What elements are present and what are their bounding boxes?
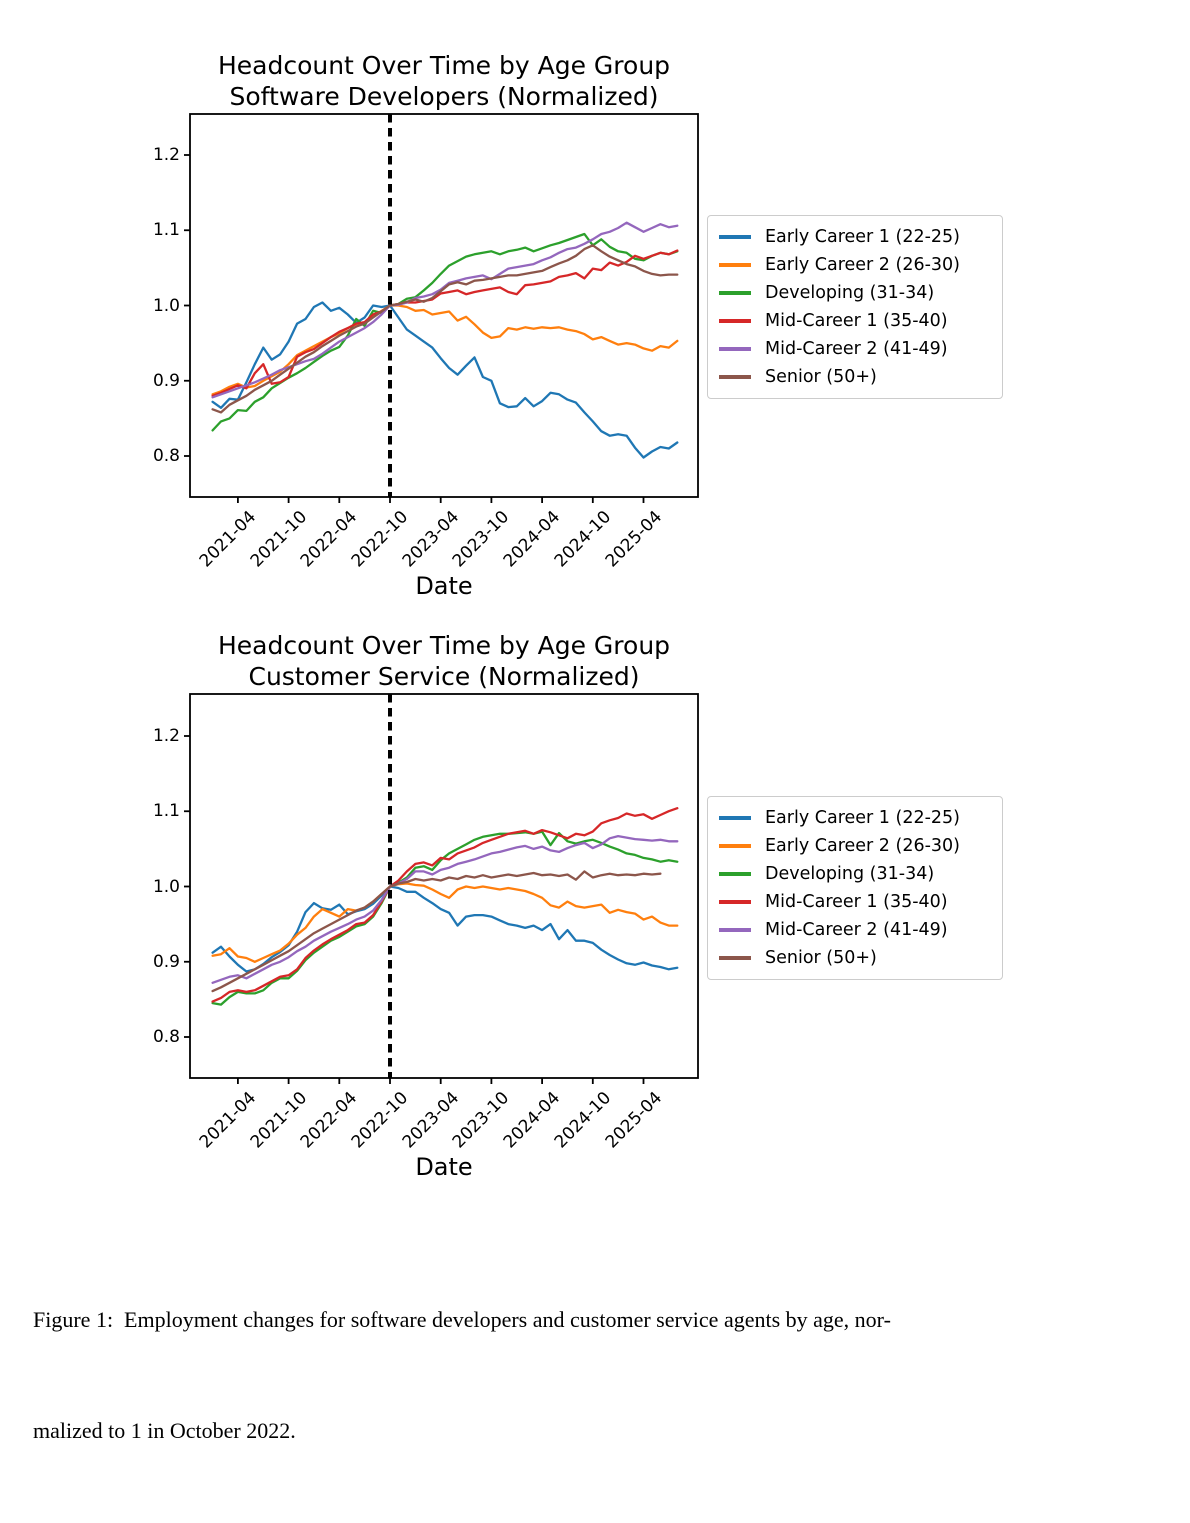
- legend-label: Developing (31-34): [765, 283, 935, 303]
- x-tick-label: 2022-04: [297, 1088, 362, 1153]
- figure-caption-line1: Figure 1: Employment changes for software developers and customer service agents by age, nor-: [33, 1307, 891, 1332]
- y-tick-label: 1.0: [152, 295, 180, 316]
- legend-item: [708, 916, 1002, 944]
- legend-line-swatch: [719, 347, 751, 350]
- figure-caption-line2: malized to 1 in October 2022.: [33, 1418, 296, 1443]
- x-axis-label-bottom: Date: [415, 1153, 473, 1181]
- legend-item: [708, 335, 1002, 363]
- legend-box-top: [707, 215, 1003, 399]
- legend-label: Mid-Career 2 (41-49): [765, 920, 948, 940]
- y-tick-label: 1.1: [152, 220, 180, 241]
- y-tick-label: 1.1: [152, 801, 180, 822]
- legend-line-swatch: [719, 872, 751, 875]
- x-tick-label: 2021-04: [195, 507, 261, 572]
- x-tick-label: 2021-04: [195, 1088, 261, 1153]
- series-line: [213, 808, 678, 1001]
- y-tick-label: 1.2: [152, 145, 180, 165]
- x-tick-label: 2022-10: [347, 1088, 413, 1153]
- legend-line-swatch: [719, 956, 751, 959]
- y-tick-label: 1.2: [152, 726, 180, 746]
- legend-label: Early Career 1 (22-25): [765, 808, 961, 828]
- chart-title-line2: Software Developers (Normalized): [229, 82, 659, 111]
- plot-spines: [190, 114, 698, 497]
- x-axis-label-top: Date: [415, 572, 473, 600]
- legend-line-swatch: [719, 375, 751, 378]
- x-tick-label: 2024-04: [499, 507, 565, 572]
- chart-title-line1: Headcount Over Time by Age Group: [217, 51, 671, 80]
- legend-box-bottom: [707, 796, 1003, 980]
- legend-item: [708, 363, 1002, 391]
- x-tick-label: 2021-10: [246, 1088, 311, 1153]
- plot-spines: [190, 694, 698, 1078]
- legend-label: Senior (50+): [765, 948, 877, 968]
- legend-item: [708, 307, 1002, 335]
- x-tick-label: 2024-10: [550, 507, 615, 572]
- x-tick-label: 2021-10: [246, 507, 311, 572]
- x-tick-label: 2023-10: [449, 507, 514, 572]
- legend-line-swatch: [719, 928, 751, 931]
- y-tick-label: 1.0: [152, 876, 180, 897]
- x-tick-label: 2024-04: [499, 1088, 565, 1153]
- x-tick-label: 2023-10: [449, 1088, 514, 1153]
- y-tick-label: 0.8: [152, 446, 180, 466]
- legend-item: [708, 223, 1002, 251]
- legend-item: [708, 279, 1002, 307]
- chart-title-bottom: [144, 630, 744, 692]
- series-line: [213, 871, 661, 991]
- legend-line-swatch: [719, 263, 751, 266]
- series-line: [213, 887, 678, 972]
- x-tick-label: 2022-10: [347, 507, 413, 572]
- x-tick-label: 2025-04: [601, 1088, 666, 1153]
- legend-line-swatch: [719, 235, 751, 238]
- y-tick-label: 0.9: [152, 951, 180, 972]
- legend-label: Senior (50+): [765, 367, 877, 387]
- x-tick-label: 2023-04: [398, 507, 463, 572]
- legend-label: Mid-Career 2 (41-49): [765, 339, 948, 359]
- legend-label: Early Career 2 (26-30): [765, 836, 961, 856]
- legend-label: Developing (31-34): [765, 864, 935, 884]
- legend-line-swatch: [719, 844, 751, 847]
- legend-label: Early Career 2 (26-30): [765, 255, 961, 275]
- legend-item: [708, 832, 1002, 860]
- chart-title-line1: Headcount Over Time by Age Group: [217, 631, 671, 660]
- legend-label: Mid-Career 1 (35-40): [765, 892, 948, 912]
- legend-label: Mid-Career 1 (35-40): [765, 311, 948, 331]
- legend-item: [708, 860, 1002, 888]
- y-tick-label: 0.9: [152, 370, 180, 391]
- legend-line-swatch: [719, 291, 751, 294]
- legend-line-swatch: [719, 900, 751, 903]
- figure-caption: [33, 1227, 1173, 1523]
- legend-item: [708, 944, 1002, 972]
- x-tick-label: 2022-04: [297, 507, 362, 572]
- chart-title-top: [144, 50, 744, 112]
- y-tick-label: 0.8: [152, 1027, 180, 1047]
- x-tick-label: 2023-04: [398, 1088, 463, 1153]
- legend-item: [708, 804, 1002, 832]
- x-tick-label: 2025-04: [601, 507, 666, 572]
- x-tick-label: 2024-10: [550, 1088, 615, 1153]
- legend-line-swatch: [719, 816, 751, 819]
- legend-line-swatch: [719, 319, 751, 322]
- legend-item: [708, 888, 1002, 916]
- legend-item: [708, 251, 1002, 279]
- legend-label: Early Career 1 (22-25): [765, 227, 961, 247]
- series-line: [213, 884, 678, 962]
- chart-title-line2: Customer Service (Normalized): [248, 662, 640, 691]
